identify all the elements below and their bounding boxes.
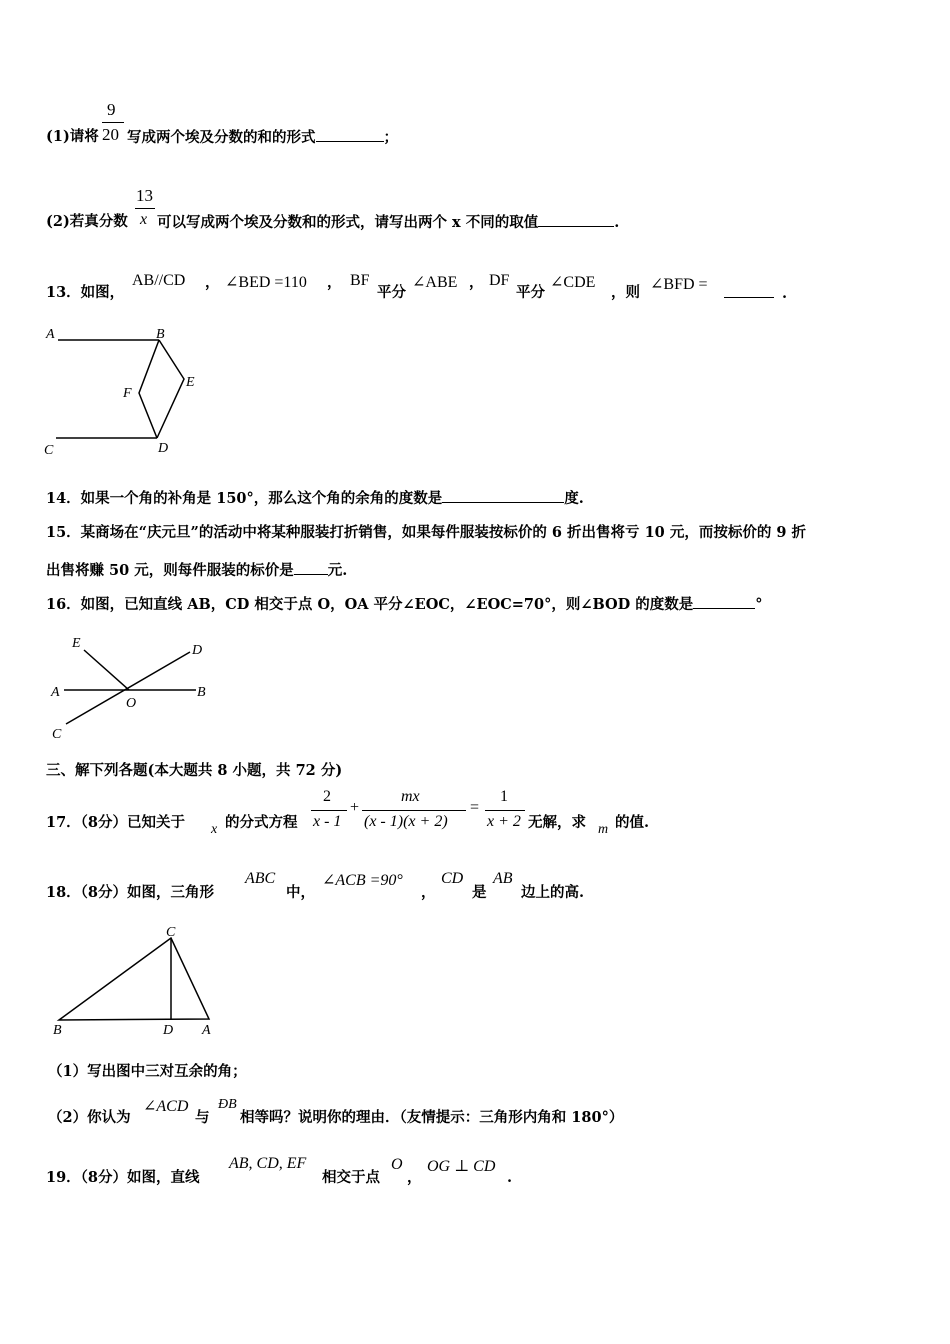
- q12-1-line: [127, 127, 398, 148]
- fig13-label-c: C: [44, 443, 54, 458]
- q18-part2-a2: ÐB: [218, 1097, 237, 1112]
- q18-part2-post: 相等吗？说明你的理由．（友情提示：三角形内角和 180°）: [240, 1109, 624, 1126]
- q13-end: .: [782, 285, 788, 302]
- fig13-label-f: F: [123, 386, 132, 401]
- q18-part2-pre: （2）你认为: [48, 1109, 131, 1126]
- fig16-label-o: O: [126, 696, 137, 711]
- q13-num: 13．如图，: [46, 284, 125, 301]
- q16-blank: [693, 594, 755, 609]
- q12-2-frac-den: x: [140, 211, 148, 228]
- q18-end: 边上的高.: [521, 884, 585, 901]
- q14-text: 14．如果一个角的补角是 150°，那么这个角的余角的度数是: [46, 490, 443, 507]
- section-3-heading: 三、解下列各题(本大题共 8 小题，共 72 分): [46, 762, 343, 779]
- q12-2-blank: [538, 212, 614, 227]
- q18-angle: ∠ACB =90°: [322, 872, 403, 889]
- fig18-triangle-abc: [59, 938, 209, 1020]
- q17-f2-den: (x - 1)(x + 2): [364, 813, 448, 830]
- q18-sep: ，: [421, 884, 436, 901]
- q18-part2-with: 与: [195, 1109, 210, 1126]
- q19-end: .: [507, 1169, 513, 1186]
- fig16-ray-oe: [84, 650, 129, 690]
- q17-f3-bar: [485, 810, 525, 811]
- fig18-label-c: C: [166, 925, 176, 940]
- fig13-label-e: E: [186, 375, 195, 390]
- q17-f1-bar: [311, 810, 347, 811]
- fig13-label-d: D: [158, 441, 169, 456]
- q12-2-suffix: .: [614, 214, 620, 231]
- q19-sep: ，: [407, 1169, 422, 1186]
- q17-f3-num: 1: [500, 788, 508, 805]
- q12-1-frac-num: 9: [107, 100, 116, 119]
- q13-sep3: ，: [469, 274, 484, 291]
- q15-end: 元.: [327, 562, 348, 579]
- q13-angle1: ∠ABE: [412, 274, 458, 291]
- q14-end: 度.: [564, 490, 584, 507]
- fig13-label-b: B: [156, 327, 165, 342]
- q13-df: DF: [489, 272, 510, 289]
- q14: [46, 488, 584, 509]
- q12-2-frac-bar: [135, 208, 155, 209]
- q12-2-text: 可以写成两个埃及分数和的形式，请写出两个 x 不同的取值: [157, 214, 539, 231]
- q13-bisect2: 平分: [516, 284, 545, 301]
- q17-text2: 无解，求: [528, 814, 586, 831]
- q18-part1: （1）写出图中三对互余的角；: [48, 1063, 247, 1080]
- q17-text3: 的值.: [615, 814, 650, 831]
- fig13-path-bed: [157, 340, 184, 438]
- fig16-label-c: C: [52, 727, 62, 742]
- q13-angle2: ∠CDE: [550, 274, 596, 291]
- q19-perp: OG ⊥ CD: [427, 1158, 496, 1175]
- q12-1-blank: [316, 127, 384, 142]
- q16-text: 16．如图，已知直线 AB，CD 相交于点 O，OA 平分∠EOC，∠EOC=70°，则∠BOD 的度数是: [46, 596, 694, 613]
- q13-blank: [724, 283, 774, 298]
- q17-f1-den: x - 1: [313, 813, 342, 830]
- q16: [46, 594, 763, 615]
- figure-16: [40, 628, 220, 746]
- fig16-line-cd: [66, 652, 190, 724]
- q12-1-suffix: ；: [383, 129, 398, 146]
- q12-1-frac-den: 20: [102, 125, 119, 144]
- q17-f2-bar: [362, 810, 466, 811]
- q15-blank: [294, 560, 328, 575]
- figure-18: [45, 922, 225, 1040]
- q15-line1: 15．某商场在“庆元旦”的活动中将某种服装打折销售，如果每件服装按标价的 6 折出售将亏 10 元，而按标价的 9 折: [46, 524, 806, 541]
- q17-text: 的分式方程: [225, 814, 298, 831]
- q19-num: 19．（8分）如图，直线: [46, 1169, 200, 1186]
- q18-cd: CD: [441, 870, 464, 887]
- q17-var-x: x: [211, 822, 218, 837]
- q17-eq: =: [470, 799, 480, 816]
- q13-sep2: ，: [327, 274, 342, 291]
- fig18-label-b: B: [53, 1023, 62, 1038]
- q13-cond2: ∠BED =110: [225, 274, 307, 291]
- q17-f1-num: 2: [323, 788, 331, 805]
- q19-mid: 相交于点: [322, 1169, 380, 1186]
- fig16-label-e: E: [72, 636, 81, 651]
- q18-abc: ABC: [245, 870, 276, 887]
- q17-var-m: m: [598, 822, 609, 837]
- q12-1-prefix: (1)请将: [46, 128, 99, 145]
- q17-f3-den: x + 2: [487, 813, 521, 830]
- q18-part2-a1: ∠ACD: [143, 1098, 189, 1115]
- q12-2-line: [157, 212, 619, 233]
- q17-f2-num: mx: [401, 788, 420, 805]
- q15-line2-text: 出售将赚 50 元，则每件服装的标价是: [46, 562, 294, 579]
- q15-line2: [46, 560, 347, 581]
- q19-lines: AB, CD, EF: [229, 1155, 307, 1172]
- q18-is: 是: [472, 884, 487, 901]
- q12-1-text: 写成两个埃及分数的和的形式: [127, 129, 316, 146]
- q12-2-frac-num: 13: [136, 186, 153, 205]
- fig16-label-b: B: [197, 685, 206, 700]
- q13-sep1: ，: [205, 274, 220, 291]
- q14-blank: [442, 488, 564, 503]
- q19-o: O: [391, 1156, 403, 1173]
- q13-ask: ∠BFD =: [650, 276, 708, 293]
- q16-end: °: [755, 596, 763, 613]
- q18-ab: AB: [493, 870, 513, 887]
- q18-num: 18．（8分）如图，三角形: [46, 884, 215, 901]
- fig16-label-d: D: [192, 643, 203, 658]
- q13-then: ，则: [611, 284, 640, 301]
- fig13-path-bfd: [139, 340, 159, 438]
- figure-13: [40, 322, 210, 460]
- q18-mid: 中，: [286, 884, 315, 901]
- q17-num: 17．（8分）已知关于: [46, 814, 186, 831]
- q13-bf: BF: [350, 272, 370, 289]
- q17-plus: +: [350, 799, 360, 816]
- q13-bisect1: 平分: [377, 284, 406, 301]
- fig13-label-a: A: [46, 327, 55, 342]
- q12-1-frac-bar: [102, 122, 124, 123]
- q13-tail: [724, 283, 787, 304]
- fig18-label-d: D: [163, 1023, 174, 1038]
- fig18-label-a: A: [202, 1023, 211, 1038]
- q12-2-prefix: (2)若真分数: [46, 213, 128, 230]
- fig16-label-a: A: [51, 685, 60, 700]
- q13-cond1: AB//CD: [132, 272, 186, 289]
